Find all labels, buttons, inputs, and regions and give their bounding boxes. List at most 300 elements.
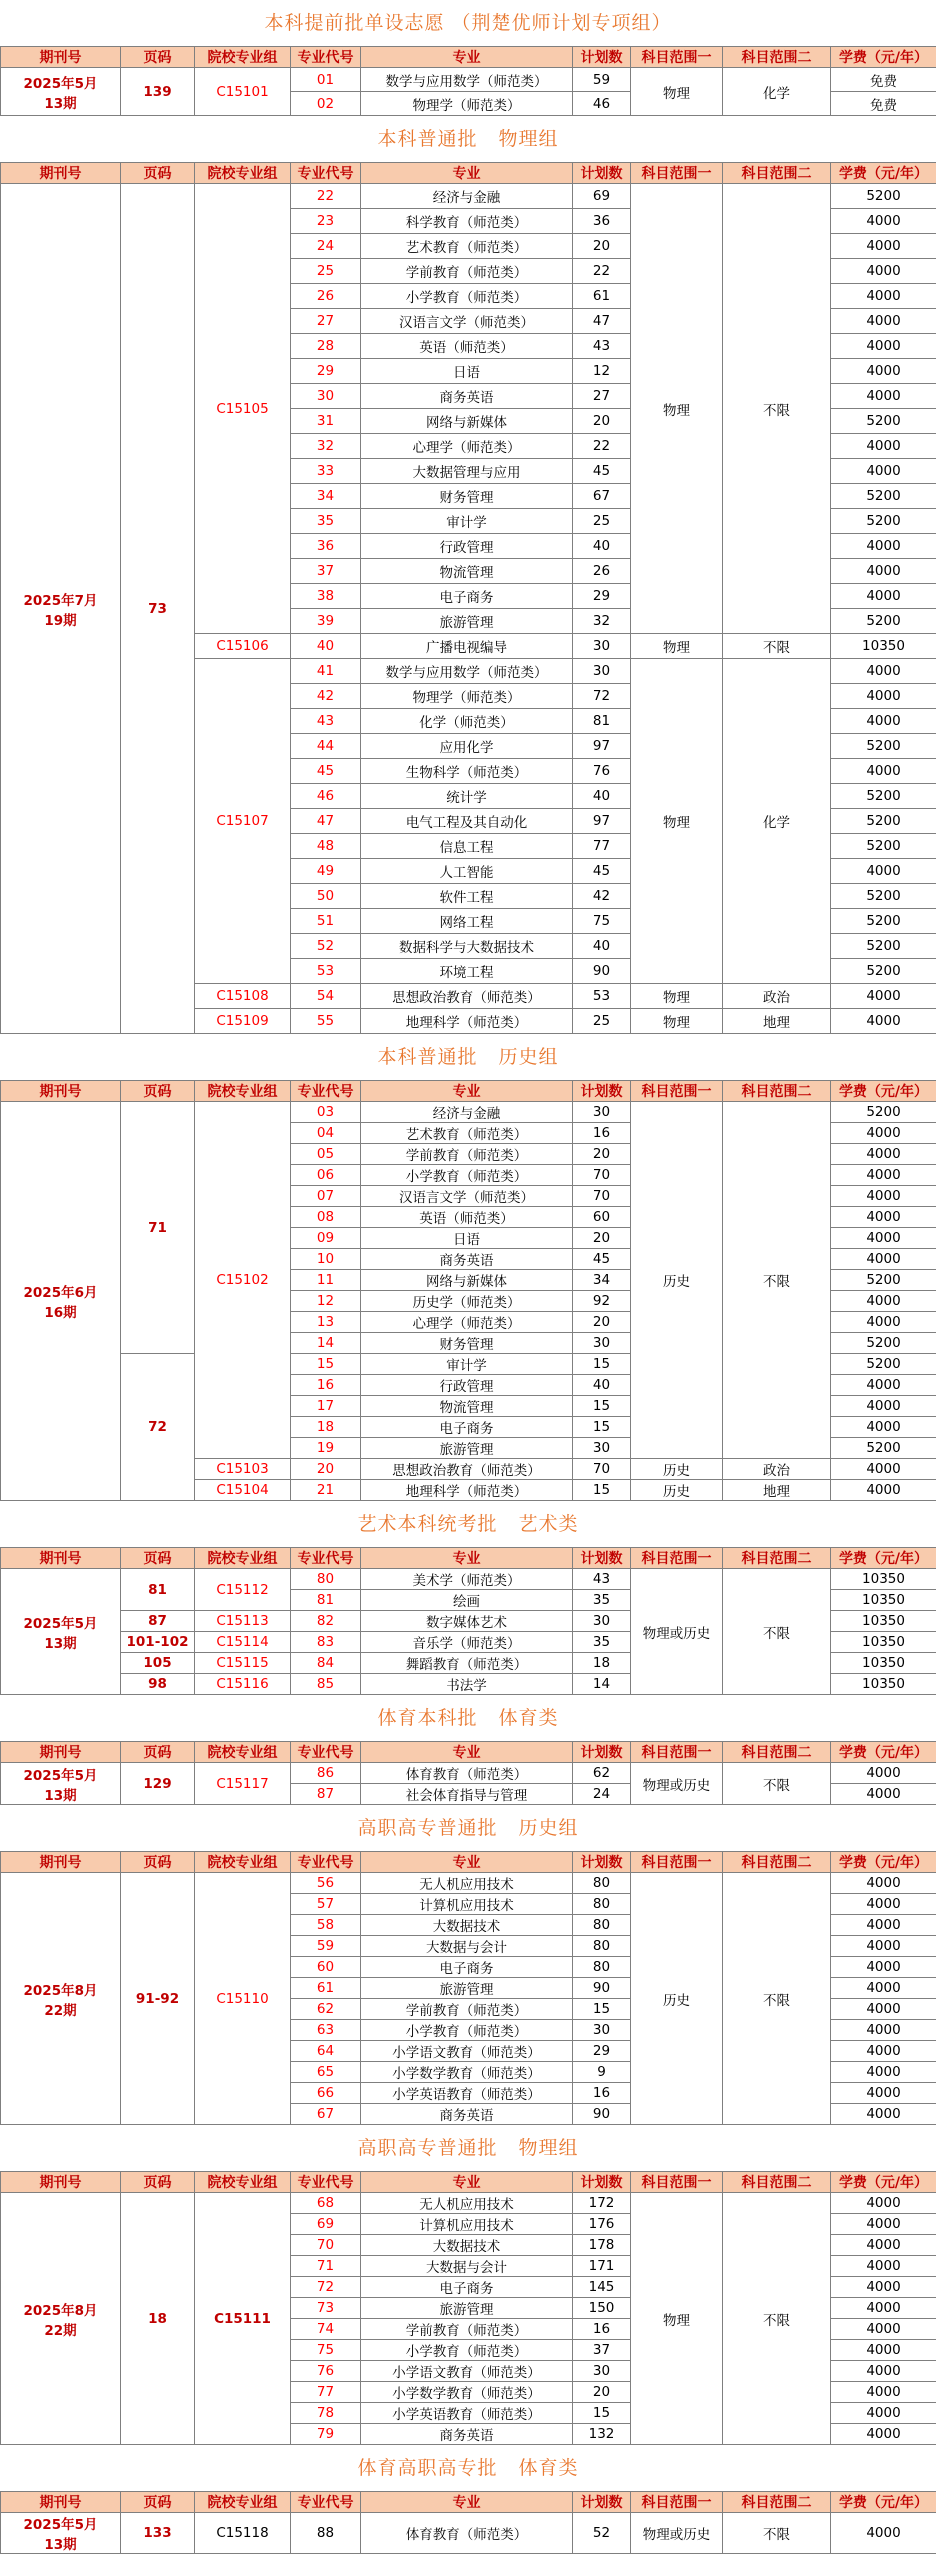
major-name: 财务管理 bbox=[361, 484, 573, 509]
column-header: 页码 bbox=[121, 1742, 195, 1763]
group-code: C15108 bbox=[195, 984, 291, 1009]
tuition: 4000 bbox=[831, 384, 936, 409]
major-name: 大数据技术 bbox=[361, 1915, 573, 1936]
subject-range-1: 物理 bbox=[631, 659, 723, 984]
major-code: 53 bbox=[291, 959, 361, 984]
column-header: 科目范围二 bbox=[723, 1742, 831, 1763]
plan-count: 176 bbox=[573, 2214, 631, 2235]
column-header: 科目范围二 bbox=[723, 2492, 831, 2513]
subject-range-1: 历史 bbox=[631, 1480, 723, 1501]
subject-range-2: 不限 bbox=[723, 2513, 831, 2554]
plan-count: 30 bbox=[573, 634, 631, 659]
issue-label-line: 2025年5月 bbox=[1, 1764, 120, 1784]
plan-count: 178 bbox=[573, 2235, 631, 2256]
tuition: 10350 bbox=[831, 1632, 936, 1653]
column-header: 科目范围二 bbox=[723, 163, 831, 184]
plan-count: 40 bbox=[573, 534, 631, 559]
major-name: 旅游管理 bbox=[361, 1978, 573, 1999]
column-header: 专业代号 bbox=[291, 1548, 361, 1569]
header-row bbox=[1, 2492, 936, 2513]
major-name: 旅游管理 bbox=[361, 609, 573, 634]
plan-count: 16 bbox=[573, 1123, 631, 1144]
tuition: 4000 bbox=[831, 234, 936, 259]
major-name: 历史学（师范类） bbox=[361, 1291, 573, 1312]
major-code: 43 bbox=[291, 709, 361, 734]
major-code: 69 bbox=[291, 2214, 361, 2235]
tuition: 4000 bbox=[831, 859, 936, 884]
major-name: 电子商务 bbox=[361, 2277, 573, 2298]
major-code: 65 bbox=[291, 2062, 361, 2083]
tuition: 4000 bbox=[831, 1123, 936, 1144]
issue-label-line: 2025年5月 bbox=[1, 1612, 120, 1632]
subject-range-1: 历史 bbox=[631, 1873, 723, 2125]
subject-range-2: 不限 bbox=[723, 634, 831, 659]
column-header: 专业代号 bbox=[291, 163, 361, 184]
major-code: 01 bbox=[291, 68, 361, 92]
major-code: 85 bbox=[291, 1674, 361, 1695]
major-name: 学前教育（师范类） bbox=[361, 259, 573, 284]
major-code: 10 bbox=[291, 1249, 361, 1270]
major-name: 汉语言文学（师范类） bbox=[361, 309, 573, 334]
major-code: 06 bbox=[291, 1165, 361, 1186]
group-code: C15116 bbox=[195, 1674, 291, 1695]
major-name: 美术学（师范类） bbox=[361, 1569, 573, 1590]
column-header: 院校专业组 bbox=[195, 163, 291, 184]
major-name: 绘画 bbox=[361, 1590, 573, 1611]
major-name: 无人机应用技术 bbox=[361, 2193, 573, 2214]
table-row bbox=[1, 1569, 936, 1590]
plan-count: 75 bbox=[573, 909, 631, 934]
major-code: 23 bbox=[291, 209, 361, 234]
tuition: 4000 bbox=[831, 2193, 936, 2214]
major-name: 商务英语 bbox=[361, 1249, 573, 1270]
column-header: 科目范围一 bbox=[631, 1548, 723, 1569]
column-header: 院校专业组 bbox=[195, 2172, 291, 2193]
subject-range-2: 不限 bbox=[723, 1873, 831, 2125]
major-name: 英语（师范类） bbox=[361, 334, 573, 359]
issue-label-line: 2025年5月 bbox=[1, 2513, 120, 2533]
column-header: 页码 bbox=[121, 2172, 195, 2193]
page-number: 87 bbox=[121, 1611, 195, 1632]
plan-count: 30 bbox=[573, 2361, 631, 2382]
page-number: 139 bbox=[121, 68, 195, 116]
major-name: 舞蹈教育（师范类） bbox=[361, 1653, 573, 1674]
plan-count: 34 bbox=[573, 1270, 631, 1291]
column-header: 期刊号 bbox=[1, 1852, 121, 1873]
major-name: 小学教育（师范类） bbox=[361, 1165, 573, 1186]
plan-count: 30 bbox=[573, 659, 631, 684]
subject-range-2: 化学 bbox=[723, 659, 831, 984]
major-name: 行政管理 bbox=[361, 1375, 573, 1396]
subject-range-2: 地理 bbox=[723, 1480, 831, 1501]
subject-range-1: 物理 bbox=[631, 634, 723, 659]
header-row bbox=[1, 47, 936, 68]
section-table bbox=[0, 2491, 936, 2554]
tuition: 4000 bbox=[831, 1186, 936, 1207]
group-code: C15112 bbox=[195, 1569, 291, 1611]
section-table bbox=[0, 162, 936, 1034]
section-title: 本科普通批 物理组 bbox=[0, 116, 936, 162]
column-header: 科目范围一 bbox=[631, 1852, 723, 1873]
column-header: 期刊号 bbox=[1, 1081, 121, 1102]
major-code: 55 bbox=[291, 1009, 361, 1034]
major-name: 电子商务 bbox=[361, 1417, 573, 1438]
section-title: 艺术本科统考批 艺术类 bbox=[0, 1501, 936, 1547]
major-name: 统计学 bbox=[361, 784, 573, 809]
subject-range-2: 不限 bbox=[723, 1569, 831, 1695]
column-header: 页码 bbox=[121, 47, 195, 68]
major-code: 42 bbox=[291, 684, 361, 709]
column-header: 科目范围一 bbox=[631, 2492, 723, 2513]
major-name: 思想政治教育（师范类） bbox=[361, 1459, 573, 1480]
plan-count: 47 bbox=[573, 309, 631, 334]
plan-count: 59 bbox=[573, 68, 631, 92]
major-name: 体育教育（师范类） bbox=[361, 1763, 573, 1784]
major-name: 学前教育（师范类） bbox=[361, 2319, 573, 2340]
plan-count: 25 bbox=[573, 1009, 631, 1034]
plan-count: 69 bbox=[573, 184, 631, 209]
issue-cell bbox=[1, 68, 121, 116]
issue-cell bbox=[1, 1569, 121, 1695]
plan-count: 15 bbox=[573, 2403, 631, 2424]
header-row bbox=[1, 163, 936, 184]
major-code: 74 bbox=[291, 2319, 361, 2340]
tuition: 10350 bbox=[831, 1653, 936, 1674]
major-code: 32 bbox=[291, 434, 361, 459]
tuition: 5200 bbox=[831, 1333, 936, 1354]
major-code: 37 bbox=[291, 559, 361, 584]
major-code: 33 bbox=[291, 459, 361, 484]
section-table bbox=[0, 1547, 936, 1695]
major-code: 13 bbox=[291, 1312, 361, 1333]
tuition: 4000 bbox=[831, 1207, 936, 1228]
tuition: 4000 bbox=[831, 1763, 936, 1784]
major-name: 信息工程 bbox=[361, 834, 573, 859]
issue-label-line: 13期 bbox=[1, 2533, 120, 2553]
tuition: 5200 bbox=[831, 959, 936, 984]
subject-range-2: 不限 bbox=[723, 1763, 831, 1805]
column-header: 期刊号 bbox=[1, 1742, 121, 1763]
plan-count: 35 bbox=[573, 1632, 631, 1653]
group-code: C15107 bbox=[195, 659, 291, 984]
column-header: 院校专业组 bbox=[195, 1548, 291, 1569]
issue-label-line: 2025年7月 bbox=[1, 589, 120, 609]
column-header: 专业 bbox=[361, 2172, 573, 2193]
major-code: 79 bbox=[291, 2424, 361, 2445]
major-code: 29 bbox=[291, 359, 361, 384]
tuition: 4000 bbox=[831, 1417, 936, 1438]
major-code: 80 bbox=[291, 1569, 361, 1590]
major-code: 62 bbox=[291, 1999, 361, 2020]
major-name: 学前教育（师范类） bbox=[361, 1144, 573, 1165]
major-code: 26 bbox=[291, 284, 361, 309]
plan-count: 80 bbox=[573, 1915, 631, 1936]
group-code: C15105 bbox=[195, 184, 291, 634]
plan-count: 97 bbox=[573, 809, 631, 834]
column-header: 科目范围二 bbox=[723, 1081, 831, 1102]
section-title: 本科提前批单设志愿 （荆楚优师计划专项组） bbox=[0, 0, 936, 46]
column-header: 科目范围二 bbox=[723, 47, 831, 68]
major-code: 08 bbox=[291, 1207, 361, 1228]
column-header: 科目范围一 bbox=[631, 2172, 723, 2193]
tuition: 4000 bbox=[831, 1375, 936, 1396]
major-name: 地理科学（师范类） bbox=[361, 1009, 573, 1034]
major-code: 16 bbox=[291, 1375, 361, 1396]
column-header: 计划数 bbox=[573, 163, 631, 184]
plan-count: 67 bbox=[573, 484, 631, 509]
major-code: 28 bbox=[291, 334, 361, 359]
major-name: 小学数学教育（师范类） bbox=[361, 2062, 573, 2083]
plan-count: 20 bbox=[573, 1312, 631, 1333]
major-code: 39 bbox=[291, 609, 361, 634]
major-code: 41 bbox=[291, 659, 361, 684]
major-name: 商务英语 bbox=[361, 2104, 573, 2125]
major-name: 心理学（师范类） bbox=[361, 1312, 573, 1333]
major-code: 09 bbox=[291, 1228, 361, 1249]
major-name: 小学数学教育（师范类） bbox=[361, 2382, 573, 2403]
subject-range-2: 化学 bbox=[723, 68, 831, 116]
plan-count: 40 bbox=[573, 934, 631, 959]
column-header: 专业代号 bbox=[291, 47, 361, 68]
table-row bbox=[1, 68, 936, 92]
tuition: 4000 bbox=[831, 1009, 936, 1034]
tuition: 4000 bbox=[831, 1396, 936, 1417]
section-title: 高职高专普通批 物理组 bbox=[0, 2125, 936, 2171]
plan-count: 62 bbox=[573, 1763, 631, 1784]
group-code: C15101 bbox=[195, 68, 291, 116]
major-code: 46 bbox=[291, 784, 361, 809]
tuition: 4000 bbox=[831, 434, 936, 459]
plan-count: 35 bbox=[573, 1590, 631, 1611]
plan-count: 20 bbox=[573, 2382, 631, 2403]
group-code: C15114 bbox=[195, 1632, 291, 1653]
tuition: 4000 bbox=[831, 2235, 936, 2256]
major-name: 物理学（师范类） bbox=[361, 92, 573, 116]
tuition: 4000 bbox=[831, 2361, 936, 2382]
section-title: 本科普通批 历史组 bbox=[0, 1034, 936, 1080]
page-number: 105 bbox=[121, 1653, 195, 1674]
tuition: 4000 bbox=[831, 2214, 936, 2235]
tuition: 4000 bbox=[831, 1894, 936, 1915]
major-code: 58 bbox=[291, 1915, 361, 1936]
table-row bbox=[1, 2193, 936, 2214]
column-header: 专业 bbox=[361, 47, 573, 68]
issue-cell bbox=[1, 1873, 121, 2125]
group-code: C15109 bbox=[195, 1009, 291, 1034]
major-name: 计算机应用技术 bbox=[361, 2214, 573, 2235]
plan-count: 36 bbox=[573, 209, 631, 234]
tuition: 5200 bbox=[831, 509, 936, 534]
plan-count: 42 bbox=[573, 884, 631, 909]
column-header: 科目范围一 bbox=[631, 163, 723, 184]
plan-count: 172 bbox=[573, 2193, 631, 2214]
major-code: 38 bbox=[291, 584, 361, 609]
plan-count: 22 bbox=[573, 259, 631, 284]
tuition: 4000 bbox=[831, 2256, 936, 2277]
header-row bbox=[1, 1081, 936, 1102]
plan-count: 15 bbox=[573, 1999, 631, 2020]
major-name: 数学与应用数学（师范类） bbox=[361, 659, 573, 684]
major-name: 电子商务 bbox=[361, 1957, 573, 1978]
subject-range-2: 地理 bbox=[723, 1009, 831, 1034]
major-name: 电子商务 bbox=[361, 584, 573, 609]
tuition: 4000 bbox=[831, 2424, 936, 2445]
column-header: 学费（元/年） bbox=[831, 2172, 936, 2193]
major-code: 72 bbox=[291, 2277, 361, 2298]
plan-count: 132 bbox=[573, 2424, 631, 2445]
issue-cell bbox=[1, 1102, 121, 1501]
tuition: 4000 bbox=[831, 259, 936, 284]
subject-range-1: 物理 bbox=[631, 984, 723, 1009]
major-code: 17 bbox=[291, 1396, 361, 1417]
major-name: 人工智能 bbox=[361, 859, 573, 884]
column-header: 专业 bbox=[361, 1081, 573, 1102]
major-name: 商务英语 bbox=[361, 384, 573, 409]
group-code: C15102 bbox=[195, 1102, 291, 1459]
section-table bbox=[0, 1851, 936, 2125]
tuition: 4000 bbox=[831, 1915, 936, 1936]
tuition: 4000 bbox=[831, 709, 936, 734]
column-header: 计划数 bbox=[573, 2492, 631, 2513]
plan-count: 43 bbox=[573, 1569, 631, 1590]
column-header: 计划数 bbox=[573, 1742, 631, 1763]
issue-label-line: 16期 bbox=[1, 1301, 120, 1321]
column-header: 页码 bbox=[121, 1548, 195, 1569]
major-name: 行政管理 bbox=[361, 534, 573, 559]
tuition: 4000 bbox=[831, 1784, 936, 1805]
major-code: 66 bbox=[291, 2083, 361, 2104]
section-table bbox=[0, 2171, 936, 2445]
tuition: 4000 bbox=[831, 2277, 936, 2298]
section-title: 体育本科批 体育类 bbox=[0, 1695, 936, 1741]
major-code: 59 bbox=[291, 1936, 361, 1957]
major-code: 57 bbox=[291, 1894, 361, 1915]
table-row bbox=[1, 1102, 936, 1123]
plan-count: 30 bbox=[573, 1611, 631, 1632]
issue-cell bbox=[1, 1763, 121, 1805]
group-code: C15106 bbox=[195, 634, 291, 659]
plan-count: 29 bbox=[573, 584, 631, 609]
major-code: 19 bbox=[291, 1438, 361, 1459]
group-code: C15115 bbox=[195, 1653, 291, 1674]
plan-count: 70 bbox=[573, 1165, 631, 1186]
plan-count: 80 bbox=[573, 1894, 631, 1915]
plan-count: 27 bbox=[573, 384, 631, 409]
page-number: 98 bbox=[121, 1674, 195, 1695]
column-header: 院校专业组 bbox=[195, 2492, 291, 2513]
tuition: 5200 bbox=[831, 1270, 936, 1291]
subject-range-1: 物理或历史 bbox=[631, 2513, 723, 2554]
major-code: 61 bbox=[291, 1978, 361, 1999]
column-header: 专业代号 bbox=[291, 1852, 361, 1873]
major-code: 18 bbox=[291, 1417, 361, 1438]
plan-count: 20 bbox=[573, 409, 631, 434]
plan-count: 90 bbox=[573, 2104, 631, 2125]
subject-range-1: 物理 bbox=[631, 68, 723, 116]
tuition: 4000 bbox=[831, 284, 936, 309]
plan-count: 52 bbox=[573, 2513, 631, 2554]
major-code: 05 bbox=[291, 1144, 361, 1165]
plan-count: 90 bbox=[573, 1978, 631, 1999]
tuition: 5200 bbox=[831, 734, 936, 759]
plan-count: 76 bbox=[573, 759, 631, 784]
page-number: 18 bbox=[121, 2193, 195, 2445]
group-code: C15110 bbox=[195, 1873, 291, 2125]
column-header: 专业 bbox=[361, 1548, 573, 1569]
column-header: 期刊号 bbox=[1, 47, 121, 68]
subject-range-2: 政治 bbox=[723, 984, 831, 1009]
tuition: 4000 bbox=[831, 1249, 936, 1270]
major-code: 40 bbox=[291, 634, 361, 659]
major-name: 物流管理 bbox=[361, 1396, 573, 1417]
tuition: 4000 bbox=[831, 209, 936, 234]
plan-count: 40 bbox=[573, 784, 631, 809]
section-table bbox=[0, 46, 936, 116]
plan-count: 24 bbox=[573, 1784, 631, 1805]
group-code: C15103 bbox=[195, 1459, 291, 1480]
page-number: 101-102 bbox=[121, 1632, 195, 1653]
major-code: 47 bbox=[291, 809, 361, 834]
table-row bbox=[1, 1763, 936, 1784]
major-code: 04 bbox=[291, 1123, 361, 1144]
plan-count: 20 bbox=[573, 234, 631, 259]
plan-count: 150 bbox=[573, 2298, 631, 2319]
plan-count: 145 bbox=[573, 2277, 631, 2298]
subject-range-1: 历史 bbox=[631, 1459, 723, 1480]
column-header: 院校专业组 bbox=[195, 1852, 291, 1873]
tuition: 4000 bbox=[831, 984, 936, 1009]
issue-label-line: 22期 bbox=[1, 1999, 120, 2019]
column-header: 学费（元/年） bbox=[831, 1852, 936, 1873]
major-code: 03 bbox=[291, 1102, 361, 1123]
plan-count: 81 bbox=[573, 709, 631, 734]
header-row bbox=[1, 2172, 936, 2193]
major-code: 71 bbox=[291, 2256, 361, 2277]
issue-label-line: 13期 bbox=[1, 1632, 120, 1652]
major-code: 73 bbox=[291, 2298, 361, 2319]
issue-cell bbox=[1, 184, 121, 1034]
major-name: 经济与金融 bbox=[361, 184, 573, 209]
major-code: 63 bbox=[291, 2020, 361, 2041]
major-code: 31 bbox=[291, 409, 361, 434]
group-code: C15111 bbox=[195, 2193, 291, 2445]
major-code: 70 bbox=[291, 2235, 361, 2256]
major-code: 86 bbox=[291, 1763, 361, 1784]
tuition: 4000 bbox=[831, 1165, 936, 1186]
major-code: 67 bbox=[291, 2104, 361, 2125]
major-name: 汉语言文学（师范类） bbox=[361, 1186, 573, 1207]
subject-range-1: 物理 bbox=[631, 2193, 723, 2445]
plan-count: 32 bbox=[573, 609, 631, 634]
major-name: 软件工程 bbox=[361, 884, 573, 909]
column-header: 科目范围二 bbox=[723, 1852, 831, 1873]
major-code: 02 bbox=[291, 92, 361, 116]
tuition: 4000 bbox=[831, 1312, 936, 1333]
tuition: 4000 bbox=[831, 2513, 936, 2554]
group-code: C15118 bbox=[195, 2513, 291, 2554]
column-header: 专业 bbox=[361, 1852, 573, 1873]
major-code: 54 bbox=[291, 984, 361, 1009]
major-name: 心理学（师范类） bbox=[361, 434, 573, 459]
page-number: 73 bbox=[121, 184, 195, 1034]
tuition: 4000 bbox=[831, 2298, 936, 2319]
plan-count: 45 bbox=[573, 1249, 631, 1270]
group-code: C15104 bbox=[195, 1480, 291, 1501]
column-header: 期刊号 bbox=[1, 2172, 121, 2193]
tuition: 4000 bbox=[831, 1480, 936, 1501]
tuition: 4000 bbox=[831, 2403, 936, 2424]
tuition: 5200 bbox=[831, 1438, 936, 1459]
